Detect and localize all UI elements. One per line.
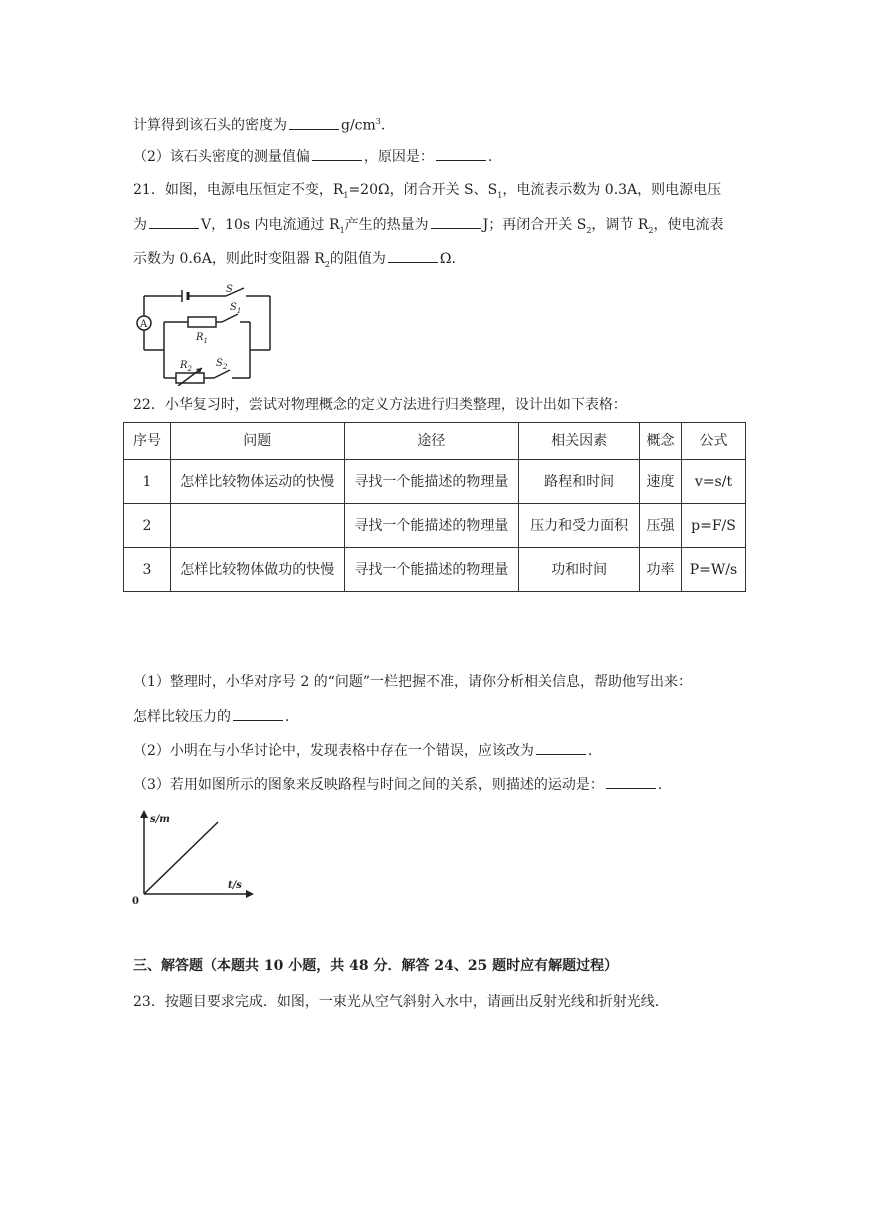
text: 22．小华复习时，尝试对物理概念的定义方法进行归类整理，设计出如下表格：	[133, 397, 627, 413]
text: 的阻值为	[329, 251, 386, 267]
text: 23．按题目要求完成．如图，一束光从空气斜射入水中，请画出反射光线和折射光线．	[133, 994, 669, 1010]
text: 为	[133, 217, 147, 233]
text: .	[285, 709, 290, 725]
ammeter-label: A	[140, 319, 148, 330]
text: .	[380, 117, 386, 134]
text: 示数为 0.6A，则此时变阻器 R	[133, 251, 325, 267]
text: 计算得到该石头的密度为	[133, 117, 287, 134]
text: （1）整理时，小华对序号 2 的“问题”一栏把握不准，请你分析相关信息，帮助他写出来：	[133, 674, 693, 690]
q21-line-1	[133, 180, 721, 206]
text: J；再闭合开关 S	[482, 217, 587, 233]
q20-2-line	[133, 146, 492, 167]
q22-3-line	[133, 774, 662, 795]
answer-blank[interactable]	[233, 706, 283, 721]
text: .	[587, 743, 593, 759]
origin-label: 0	[132, 896, 139, 907]
table-row	[124, 460, 746, 504]
table-header-cell: 问题	[170, 423, 344, 460]
concept-table	[123, 422, 746, 592]
answer-blank[interactable]	[149, 214, 199, 229]
s2-label: $S_2$	[216, 358, 228, 371]
y-axis-arrow-icon	[140, 810, 148, 818]
answer-blank[interactable]	[436, 146, 486, 161]
text: ，原因是：	[363, 149, 434, 165]
table-header-cell: 概念	[640, 423, 682, 460]
table-cell: 压力和受力面积	[519, 504, 640, 548]
text: 产生的热量为	[344, 217, 429, 233]
text: 怎样比较压力的	[133, 709, 231, 725]
r1-label: $R_1$	[196, 332, 208, 345]
unit-exponent: 3	[375, 117, 381, 126]
subscript: 2	[648, 225, 654, 235]
text: （3）若用如图所示的图象来反映路程与时间之间的关系，则描述的运动是：	[133, 777, 604, 793]
density-result-line	[133, 112, 385, 136]
text: ，调节 R	[591, 217, 649, 233]
text: 21．如图，电源电压恒定不变，R	[133, 182, 344, 198]
table-cell: 3	[124, 548, 171, 592]
s1-label: $S_1$	[230, 302, 242, 315]
text: V，10s 内电流通过 R	[201, 217, 340, 233]
q22-2-line	[133, 740, 592, 761]
unit: g/cm	[341, 117, 376, 134]
table-cell[interactable]	[170, 504, 344, 548]
table-row	[124, 504, 746, 548]
text: =20Ω，闭合开关 S、S	[348, 182, 498, 198]
switch-s2-blade	[214, 370, 230, 378]
table-header-cell: 序号	[124, 423, 171, 460]
r2-label: $R_2$	[180, 360, 192, 373]
table-header-row	[124, 423, 746, 460]
table-cell: v=s/t	[681, 460, 745, 504]
resistor-r1	[188, 317, 216, 327]
subscript: 2	[586, 225, 592, 235]
graph-line	[144, 822, 218, 894]
table-cell: 寻找一个能描述的物理量	[344, 548, 519, 592]
answer-blank[interactable]	[289, 115, 339, 130]
switch-s-label: S	[226, 284, 233, 295]
table-cell: 速度	[640, 460, 682, 504]
q23-line	[133, 992, 669, 1012]
x-axis-label: t/s	[228, 880, 242, 891]
circuit-diagram	[130, 280, 280, 386]
answer-blank[interactable]	[536, 740, 586, 755]
answer-blank[interactable]	[431, 214, 481, 229]
answer-blank[interactable]	[312, 146, 362, 161]
table-cell: 功和时间	[519, 548, 640, 592]
s-t-graph	[128, 808, 258, 908]
text: ，电流表示数为 0.3A，则电源电压	[502, 182, 722, 198]
q21-line-2	[133, 214, 724, 241]
text: Ω．	[439, 251, 466, 267]
q22-1b-line	[133, 706, 289, 727]
table-cell: 怎样比较物体做功的快慢	[170, 548, 344, 592]
text: ，使电流表	[653, 217, 724, 233]
table-cell: p=F/S	[681, 504, 745, 548]
x-axis-arrow-icon	[246, 890, 254, 898]
subscript: 1	[339, 225, 345, 235]
table-cell: P=W/s	[681, 548, 745, 592]
table-cell: 2	[124, 504, 171, 548]
answer-blank[interactable]	[388, 248, 438, 263]
table-cell: 怎样比较物体运动的快慢	[170, 460, 344, 504]
subscript: 1	[497, 190, 503, 200]
table-header-cell: 途径	[344, 423, 519, 460]
subscript: 2	[324, 259, 330, 269]
rheostat-r2	[176, 373, 204, 383]
answer-blank[interactable]	[606, 774, 656, 789]
q21-line-3	[133, 248, 466, 275]
table-header-cell: 公式	[681, 423, 745, 460]
table-header-cell: 相关因素	[519, 423, 640, 460]
table-row	[124, 548, 746, 592]
table-cell: 压强	[640, 504, 682, 548]
switch-s1-blade	[222, 314, 238, 322]
table-cell: 1	[124, 460, 171, 504]
y-axis-label: s/m	[150, 814, 170, 825]
table-cell: 寻找一个能描述的物理量	[344, 504, 519, 548]
table-cell: 功率	[640, 548, 682, 592]
text: .	[657, 777, 663, 793]
subscript: 1	[343, 190, 349, 200]
q22-1-line	[133, 672, 692, 692]
text: 三、解答题（本题共 10 小题，共 48 分．解答 24、25 题时应有解题过程）	[133, 958, 619, 974]
text: （2）该石头密度的测量值偏	[133, 149, 310, 165]
table-cell: 寻找一个能描述的物理量	[344, 460, 519, 504]
table-cell: 路程和时间	[519, 460, 640, 504]
text: （2）小明在与小华讨论中，发现表格中存在一个错误，应该改为	[133, 743, 534, 759]
text: .	[487, 149, 493, 165]
section-3-title	[133, 956, 618, 976]
q22-intro	[133, 395, 627, 415]
